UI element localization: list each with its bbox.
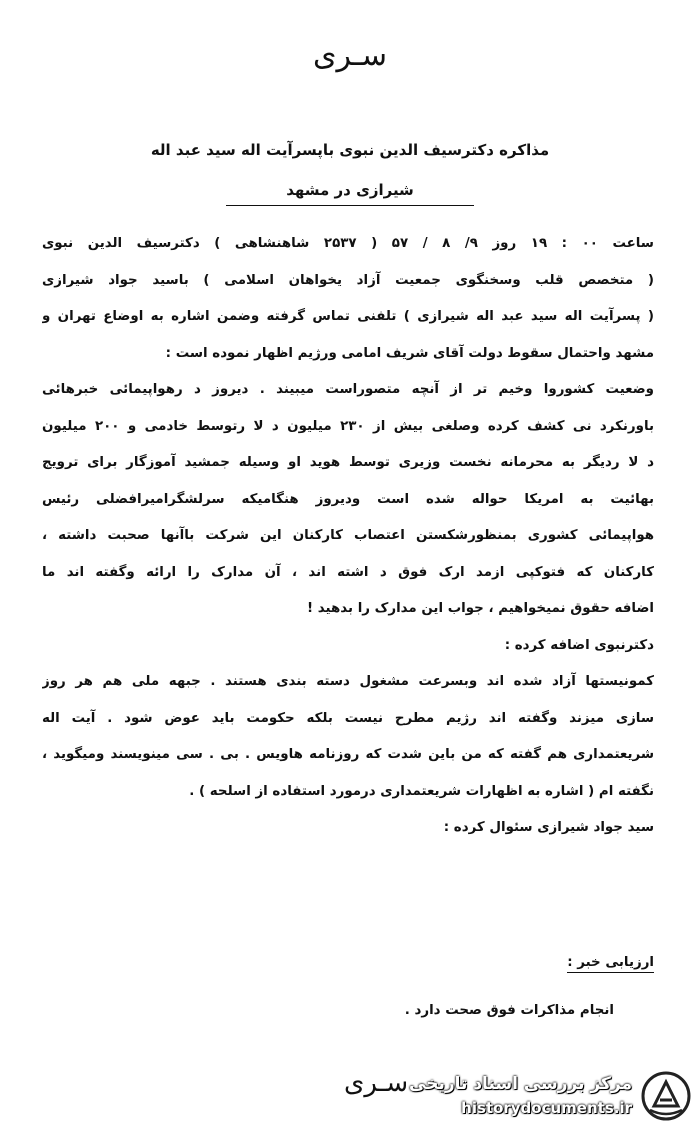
body-line: وضعیت کشوروا وخیم تر از آنچه متصوراست میبیند . دیروز د رهواپیمائی خبرهائی — [42, 382, 654, 397]
archive-watermark — [409, 1070, 692, 1122]
news-evaluation — [42, 955, 654, 1018]
bottom-classification-mark: سـری — [344, 1068, 409, 1098]
body-line: نگفته ام ( اشاره به اظهارات شریعتمداری درمورد استفاده از اسلحه ) . — [189, 783, 654, 799]
body-line: د لا ردیگر به محرمانه نخست وزیری توسط هوید او وسیله جمشید آموزگار برای ترویج — [42, 455, 654, 470]
body-line: سید جواد شیرازی سئوال کرده : — [443, 820, 654, 835]
body-line: سازی میزند وگفته اند رژیم مطرح نیست بلکه حکومت باید عوض شود . آیت اله — [42, 710, 654, 726]
watermark-name: مرکز بررسی اسناد تاریخی — [409, 1074, 632, 1094]
body-line: باورنکرد نی کشف کرده وصلغی بیش از ۲۳۰ میلیون د لا رتوسط خادمی و ۲۰۰ میلیون — [42, 418, 654, 434]
document-title — [60, 130, 640, 210]
body-line: مشهد واحتمال سقوط دولت آقای شریف امامی ورژیم اظهار نموده است : — [165, 345, 654, 361]
classification-mark: سـری — [313, 38, 387, 73]
body-line: دکترنبوی اضافه کرده : — [504, 637, 654, 653]
title-line-1: مذاکره دکترسیف الدین نبوی باپسرآیت اله سید عبد اله — [150, 141, 550, 159]
title-line-2: شیرازی در مشهد — [226, 177, 474, 206]
body-line: بهائیت به امریکا حواله شده است ودیروز هنگامیکه سرلشگرامیرافضلی رئیس — [42, 491, 654, 507]
body-line: شریعتمداری هم گفته که من باین شدت که روزنامه هاویس . بی . سی مینویسند ومیگوید ، — [42, 747, 654, 762]
archive-logo-icon — [640, 1070, 692, 1122]
body-line: ساعت ۰۰ : ۱۹ روز ۹/ ۸ / ۵۷ ( ۲۵۳۷ شاهنشاهی ) دکترسیف الدین نبوی — [42, 236, 654, 251]
body-line: کمونیستها آزاد شده اند وبسرعت مشغول دسته بندی هستند . جبهه ملی هم هر روز — [42, 674, 654, 689]
watermark-url: historydocuments.ir — [461, 1099, 632, 1117]
body-line: اضافه حقوق نمیخواهیم ، جواب این مدارک را بدهید ! — [307, 601, 654, 616]
body-line: ( پسرآیت اله سید عبد اله شیرازی ) تلفنی تماس گرفته وضمن اشاره به اوضاع تهران و — [42, 309, 654, 324]
evaluation-heading: ارزیابی خبر : — [567, 955, 654, 973]
evaluation-text: انجام مذاکرات فوق صحت دارد . — [404, 1003, 614, 1018]
body-line: کارکنان که فتوکپی ازمد ارک فوق د اشته اند ، آن مدارک را ارائه وگفته اند ما — [42, 564, 654, 580]
body-line: ( متخصص قلب وسخنگوی جمعیت آزاد یخواهان اسلامی ) باسید جواد شیرازی — [42, 272, 654, 288]
body-line: هواپیمائی کشوری بمنظورشکستن اعتصاب کارکنان این شرکت باآنها صحبت داشته ، — [42, 528, 654, 543]
document-body — [42, 226, 654, 847]
